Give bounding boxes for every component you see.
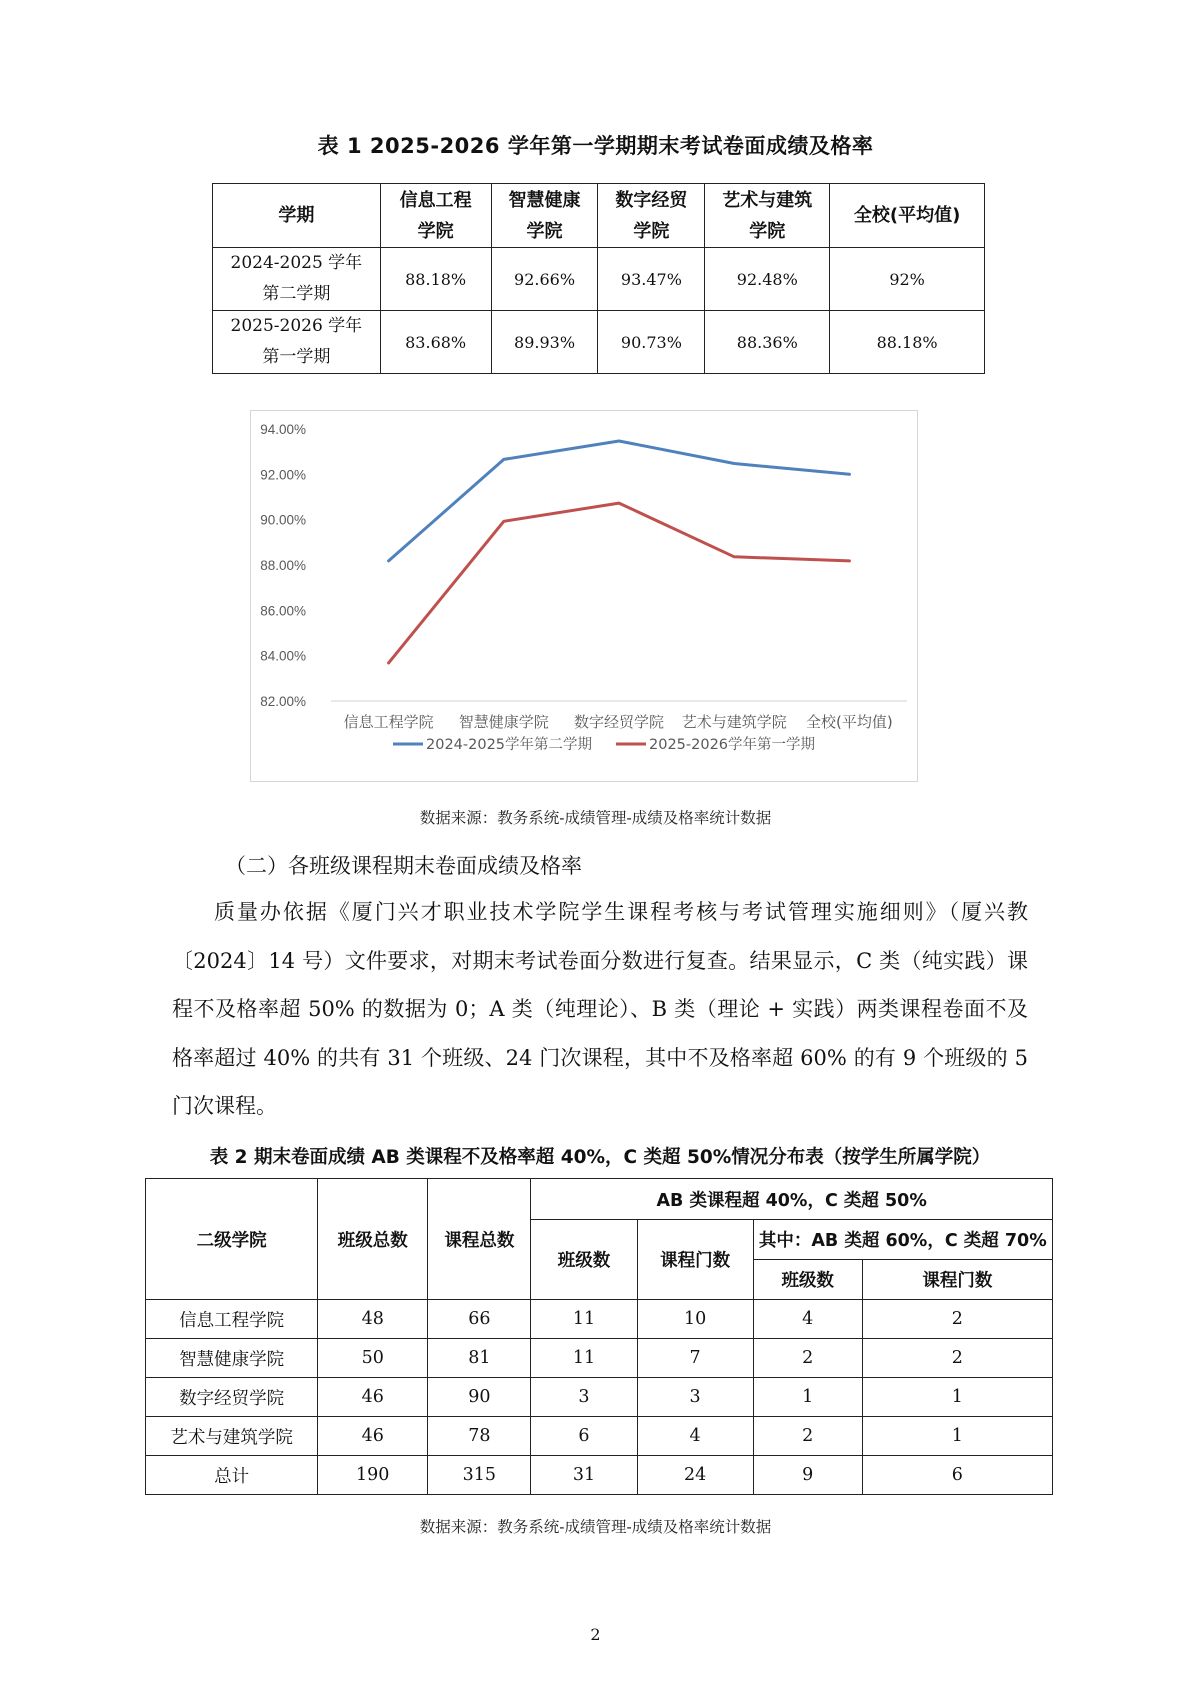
header-class-total: 班级总数 [318, 1179, 428, 1300]
value-cell: 1 [753, 1378, 862, 1417]
value-cell: 31 [531, 1456, 637, 1495]
x-tick-label: 智慧健康学院 [458, 713, 549, 731]
value-cell: 81 [428, 1339, 531, 1378]
value-cell: 9 [753, 1456, 862, 1495]
college-cell: 艺术与建筑学院 [146, 1417, 318, 1456]
value-cell: 78 [428, 1417, 531, 1456]
value-cell: 46 [318, 1378, 428, 1417]
value-cell: 2 [753, 1417, 862, 1456]
college-cell: 总计 [146, 1456, 318, 1495]
x-tick-label: 全校(平均值) [806, 713, 893, 731]
body-paragraph: 质量办依据《厦门兴才职业技术学院学生课程考核与考试管理实施细则》（厦兴教〔2024〕14 号）文件要求，对期末考试卷面分数进行复查。结果显示，C 类（纯实践）课程不及格率超 50% 的数据为 0；A 类（纯理论）、B 类（理论 + 实践）两类课程卷面不及格率超过 40% 的共有 31 个班级、24 门次课程，其中不及格率超 60% 的有 9 个班级的 5 门次课程。 [172, 900, 1028, 1118]
x-tick-label: 信息工程学院 [343, 713, 434, 731]
line-chart [250, 410, 918, 782]
legend-label-1: 2024-2025学年第二学期 [426, 737, 593, 753]
value-cell: 10 [637, 1300, 753, 1339]
rate-cell: 90.73% [598, 311, 705, 374]
series-line-1 [389, 441, 850, 561]
rate-cell: 88.18% [830, 311, 985, 374]
table1-header-row [213, 184, 985, 248]
value-cell: 6 [862, 1456, 1052, 1495]
table-row-total [146, 1456, 1053, 1495]
section-heading: （二）各班级课程期末卷面成绩及格率 [225, 854, 582, 878]
value-cell: 7 [637, 1339, 753, 1378]
table2-source-note: 数据来源：教务系统-成绩管理-成绩及格率统计数据 [419, 1518, 772, 1536]
value-cell: 66 [428, 1300, 531, 1339]
value-cell: 3 [531, 1378, 637, 1417]
value-cell: 46 [318, 1417, 428, 1456]
series-line-2 [389, 503, 850, 663]
table2-header-row [146, 1179, 1053, 1220]
rate-cell: 83.68% [380, 311, 491, 374]
rate-cell: 92.66% [491, 248, 598, 311]
table1 [212, 183, 985, 374]
table1-header-cell: 数字经贸 学院 [598, 184, 705, 248]
rate-cell: 88.36% [705, 311, 830, 374]
term-cell: 2025-2026 学年 第一学期 [213, 311, 381, 374]
rate-cell: 92% [830, 248, 985, 311]
college-cell: 智慧健康学院 [146, 1339, 318, 1378]
value-cell: 4 [637, 1417, 753, 1456]
table-row [146, 1339, 1053, 1378]
y-tick-label: 94.00% [260, 422, 306, 437]
header-course-total: 课程总数 [428, 1179, 531, 1300]
y-tick-label: 88.00% [260, 558, 306, 573]
y-tick-label: 90.00% [260, 512, 306, 528]
page-number: 2 [590, 1625, 601, 1644]
value-cell: 1 [862, 1417, 1052, 1456]
header-college: 二级学院 [146, 1179, 318, 1300]
value-cell: 3 [637, 1378, 753, 1417]
college-cell: 数字经贸学院 [146, 1378, 318, 1417]
y-tick-label: 82.00% [260, 694, 306, 709]
table-row [146, 1417, 1053, 1456]
table-row [146, 1300, 1053, 1339]
table-row [213, 248, 985, 311]
table2 [145, 1178, 1053, 1495]
table1-header-cell: 全校(平均值) [830, 184, 985, 248]
value-cell: 315 [428, 1456, 531, 1495]
value-cell: 2 [753, 1339, 862, 1378]
table1-header-cell: 艺术与建筑 学院 [705, 184, 830, 248]
chart-source-note: 数据来源：教务系统-成绩管理-成绩及格率统计数据 [419, 809, 772, 827]
rate-cell: 89.93% [491, 311, 598, 374]
value-cell: 11 [531, 1300, 637, 1339]
header-subgroup: 其中：AB 类超 60%，C 类超 70% [753, 1220, 1052, 1260]
table-row [146, 1378, 1053, 1417]
value-cell: 50 [318, 1339, 428, 1378]
table-row [213, 311, 985, 374]
header-subgroup-courses: 课程门数 [862, 1260, 1052, 1300]
value-cell: 24 [637, 1456, 753, 1495]
value-cell: 6 [531, 1417, 637, 1456]
header-subgroup-classes: 班级数 [753, 1260, 862, 1300]
table1-header-cell: 信息工程 学院 [380, 184, 491, 248]
rate-cell: 92.48% [705, 248, 830, 311]
y-tick-label: 92.00% [260, 467, 306, 483]
y-tick-label: 84.00% [260, 648, 306, 664]
table1-title: 表 1 2025-2026 学年第一学期期末考试卷面成绩及格率 [317, 134, 874, 158]
value-cell: 190 [318, 1456, 428, 1495]
x-tick-label: 数字经贸学院 [573, 713, 665, 731]
value-cell: 2 [862, 1300, 1052, 1339]
value-cell: 11 [531, 1339, 637, 1378]
value-cell: 4 [753, 1300, 862, 1339]
value-cell: 48 [318, 1300, 428, 1339]
header-group-courses: 课程门数 [637, 1220, 753, 1300]
value-cell: 1 [862, 1378, 1052, 1417]
rate-cell: 93.47% [598, 248, 705, 311]
chart-svg [251, 411, 917, 781]
table1-header-cell: 学期 [213, 184, 381, 248]
x-tick-label: 艺术与建筑学院 [681, 713, 787, 731]
y-tick-label: 86.00% [260, 603, 306, 619]
header-group-classes: 班级数 [531, 1220, 637, 1300]
table1-header-cell: 智慧健康 学院 [491, 184, 598, 248]
value-cell: 90 [428, 1378, 531, 1417]
college-cell: 信息工程学院 [146, 1300, 318, 1339]
table2-title: 表 2 期末卷面成绩 AB 类课程不及格率超 40%，C 类超 50%情况分布表（按学生所属学院） [209, 1147, 991, 1168]
header-group: AB 类课程超 40%，C 类超 50% [531, 1179, 1053, 1220]
term-cell: 2024-2025 学年 第二学期 [213, 248, 381, 311]
value-cell: 2 [862, 1339, 1052, 1378]
rate-cell: 88.18% [380, 248, 491, 311]
legend-label-2: 2025-2026学年第一学期 [649, 737, 816, 753]
